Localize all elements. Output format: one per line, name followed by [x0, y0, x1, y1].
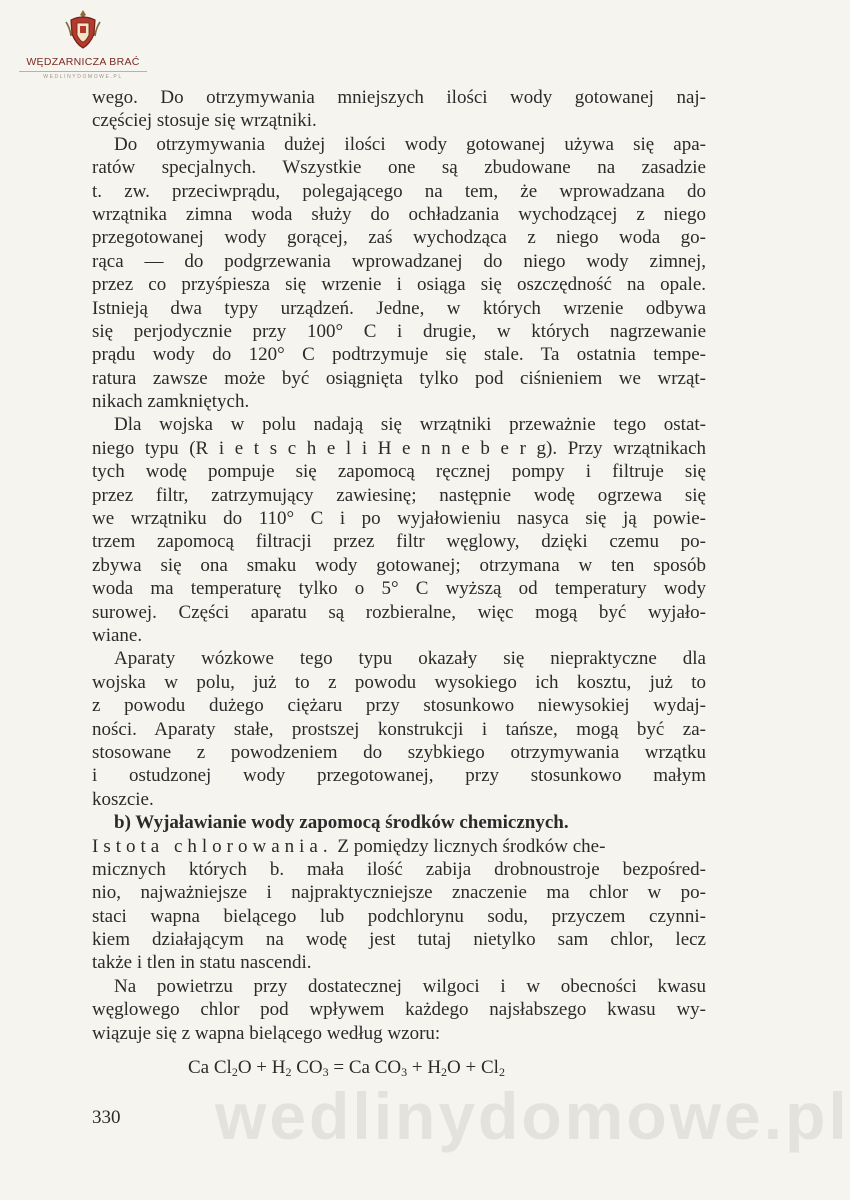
text-line: ratura zawsze może być osiągnięta tylko pod ciśnieniem we wrząt- — [92, 367, 706, 389]
text-line: wiązuje się z wapna bielącego według wzoru: — [92, 1022, 441, 1044]
text-line: Do otrzymywania dużej ilości wody gotowanej używa się apa- — [114, 133, 706, 155]
text-line: nio, najważniejsze i najpraktyczniejsze znaczenie ma chlor w po- — [92, 882, 706, 904]
text-line: zbywa się ona smaku wody gotowanej; otrzymana w ten sposób — [92, 554, 706, 576]
text-line: koszcie. — [92, 788, 154, 810]
chemical-formula — [188, 1057, 505, 1080]
text-line: rąca — do podgrzewania wprowadzanej do niego wody zimnej, — [92, 250, 706, 272]
formula-subscript: 2 — [285, 1065, 292, 1079]
text-line: kiem działającym na wodę jest tutaj nietylko sam chlor, lecz — [92, 929, 706, 951]
text-line: staci wapna bielącego lub podchlorynu sodu, przyczem czynni- — [92, 905, 706, 927]
text-line — [92, 835, 706, 858]
text-line: przegotowanej wody gorącej, zaś wychodząca z niego woda go- — [92, 227, 706, 249]
text-line: przez co przyśpiesza się wrzenie i osiąga się oszczędność na opale. — [92, 274, 706, 296]
formula-subscript: 2 — [441, 1065, 448, 1079]
formula-part: O + H — [237, 1057, 286, 1078]
formula-part: CO — [291, 1057, 323, 1078]
text-line: we wrzątniku do 110° C i po wyjałowieniu nasyca się ją powie- — [92, 508, 706, 530]
section-heading: b) Wyjaławianie wody zapomocą środków chemicznych. — [114, 812, 569, 834]
text-line: stosowane z powodzeniem do szybkiego otrzymywania wrzątku — [92, 741, 706, 763]
text-line: micznych których b. mała ilość zabija drobnoustroje bezpośred- — [92, 858, 706, 880]
formula-part: O + Cl — [447, 1057, 499, 1078]
text-line: wiane. — [92, 624, 143, 646]
text-line: Aparaty wózkowe tego typu okazały się niepraktyczne dla — [114, 648, 706, 670]
page-number: 330 — [92, 1107, 121, 1128]
formula-subscript: 2 — [231, 1065, 238, 1079]
text-line: t. zw. przeciwprądu, polegającego na tem, że wprowadzana do — [92, 180, 706, 202]
formula-part: = Ca CO — [328, 1057, 402, 1078]
text-line: z powodu dużego ciężaru przy stosunkowo niewysokiej wydaj- — [92, 695, 706, 717]
text-line: trzem zapomocą filtracji przez filtr węglowy, dzięki czemu po- — [92, 531, 706, 553]
brand-site: WEDLINYDOMOWE.PL — [43, 74, 123, 80]
text-line: ności. Aparaty stałe, prostszej konstrukcji i tańsze, mogą być za- — [92, 718, 706, 740]
brand-name: WĘDZARNICZA BRAĆ — [26, 56, 140, 68]
text-line: niego typu (R i e t s c h e l i H e n n e b e r g). Przy wrzątnikach — [92, 437, 706, 459]
text-line: częściej stosuje się wrzątniki. — [92, 110, 317, 132]
text-line: wrzątnika zimna woda służy do ochładzania wychodzącej z niego — [92, 203, 706, 225]
text-line: Dla wojska w polu nadają się wrzątniki przeważnie tego ostat- — [114, 414, 706, 436]
text-line: tych wodę pompuje się zapomocą ręcznej pompy i filtruje się — [92, 461, 706, 483]
text-line: prądu wody do 120° C podtrzymuje się stale. Ta ostatnia tempe- — [92, 344, 706, 366]
coat-of-arms-icon — [62, 8, 104, 50]
text-line: także i tlen in statu nascendi. — [92, 952, 312, 974]
text-line: przez filtr, zatrzymujący zawiesinę; następnie wodę ogrzewa się — [92, 484, 706, 506]
text-line: wojska w polu, już to z powodu wysokiego ich kosztu, już to — [92, 671, 706, 693]
formula-part: Ca Cl — [188, 1057, 232, 1078]
text-line: surowej. Części aparatu są rozbieralne, więc mogą być wyjało- — [92, 601, 706, 623]
brand-divider — [19, 71, 147, 72]
text-line: Na powietrzu przy dostatecznej wilgoci i w obecności kwasu — [114, 975, 706, 997]
text-line: się perjodycznie przy 100° C i drugie, w których nagrzewanie — [92, 320, 706, 342]
text-line: ratów specjalnych. Wszystkie one są zbudowane na zasadzie — [92, 157, 706, 179]
text-line: nikach zamkniętych. — [92, 391, 250, 413]
text-line: wego. Do otrzymywania mniejszych ilości wody gotowanej naj- — [92, 87, 706, 108]
text-line: i ostudzonej wody przegotowanej, przy stosunkowo małym — [92, 765, 706, 787]
text-line: woda ma temperaturę tylko o 5° C wyższą od temperatury wody — [92, 578, 706, 600]
site-logo — [18, 8, 148, 80]
page-body — [92, 86, 706, 1045]
text-run: Z pomiędzy licznych środków che- — [332, 835, 606, 857]
formula-subscript: 3 — [322, 1065, 329, 1079]
formula-part: + H — [407, 1057, 442, 1078]
spaced-lead: Istota chlorowania. — [92, 835, 333, 857]
formula-subscript: 3 — [401, 1065, 408, 1079]
formula-subscript: 2 — [498, 1065, 505, 1079]
text-line: Istnieją dwa typy urządzeń. Jedne, w których wrzenie odbywa — [92, 297, 706, 319]
watermark: wedlinydomowe.pl — [215, 1079, 850, 1153]
text-line: węglowego chlor pod wpływem każdego najsłabszego kwasu wy- — [92, 999, 706, 1021]
